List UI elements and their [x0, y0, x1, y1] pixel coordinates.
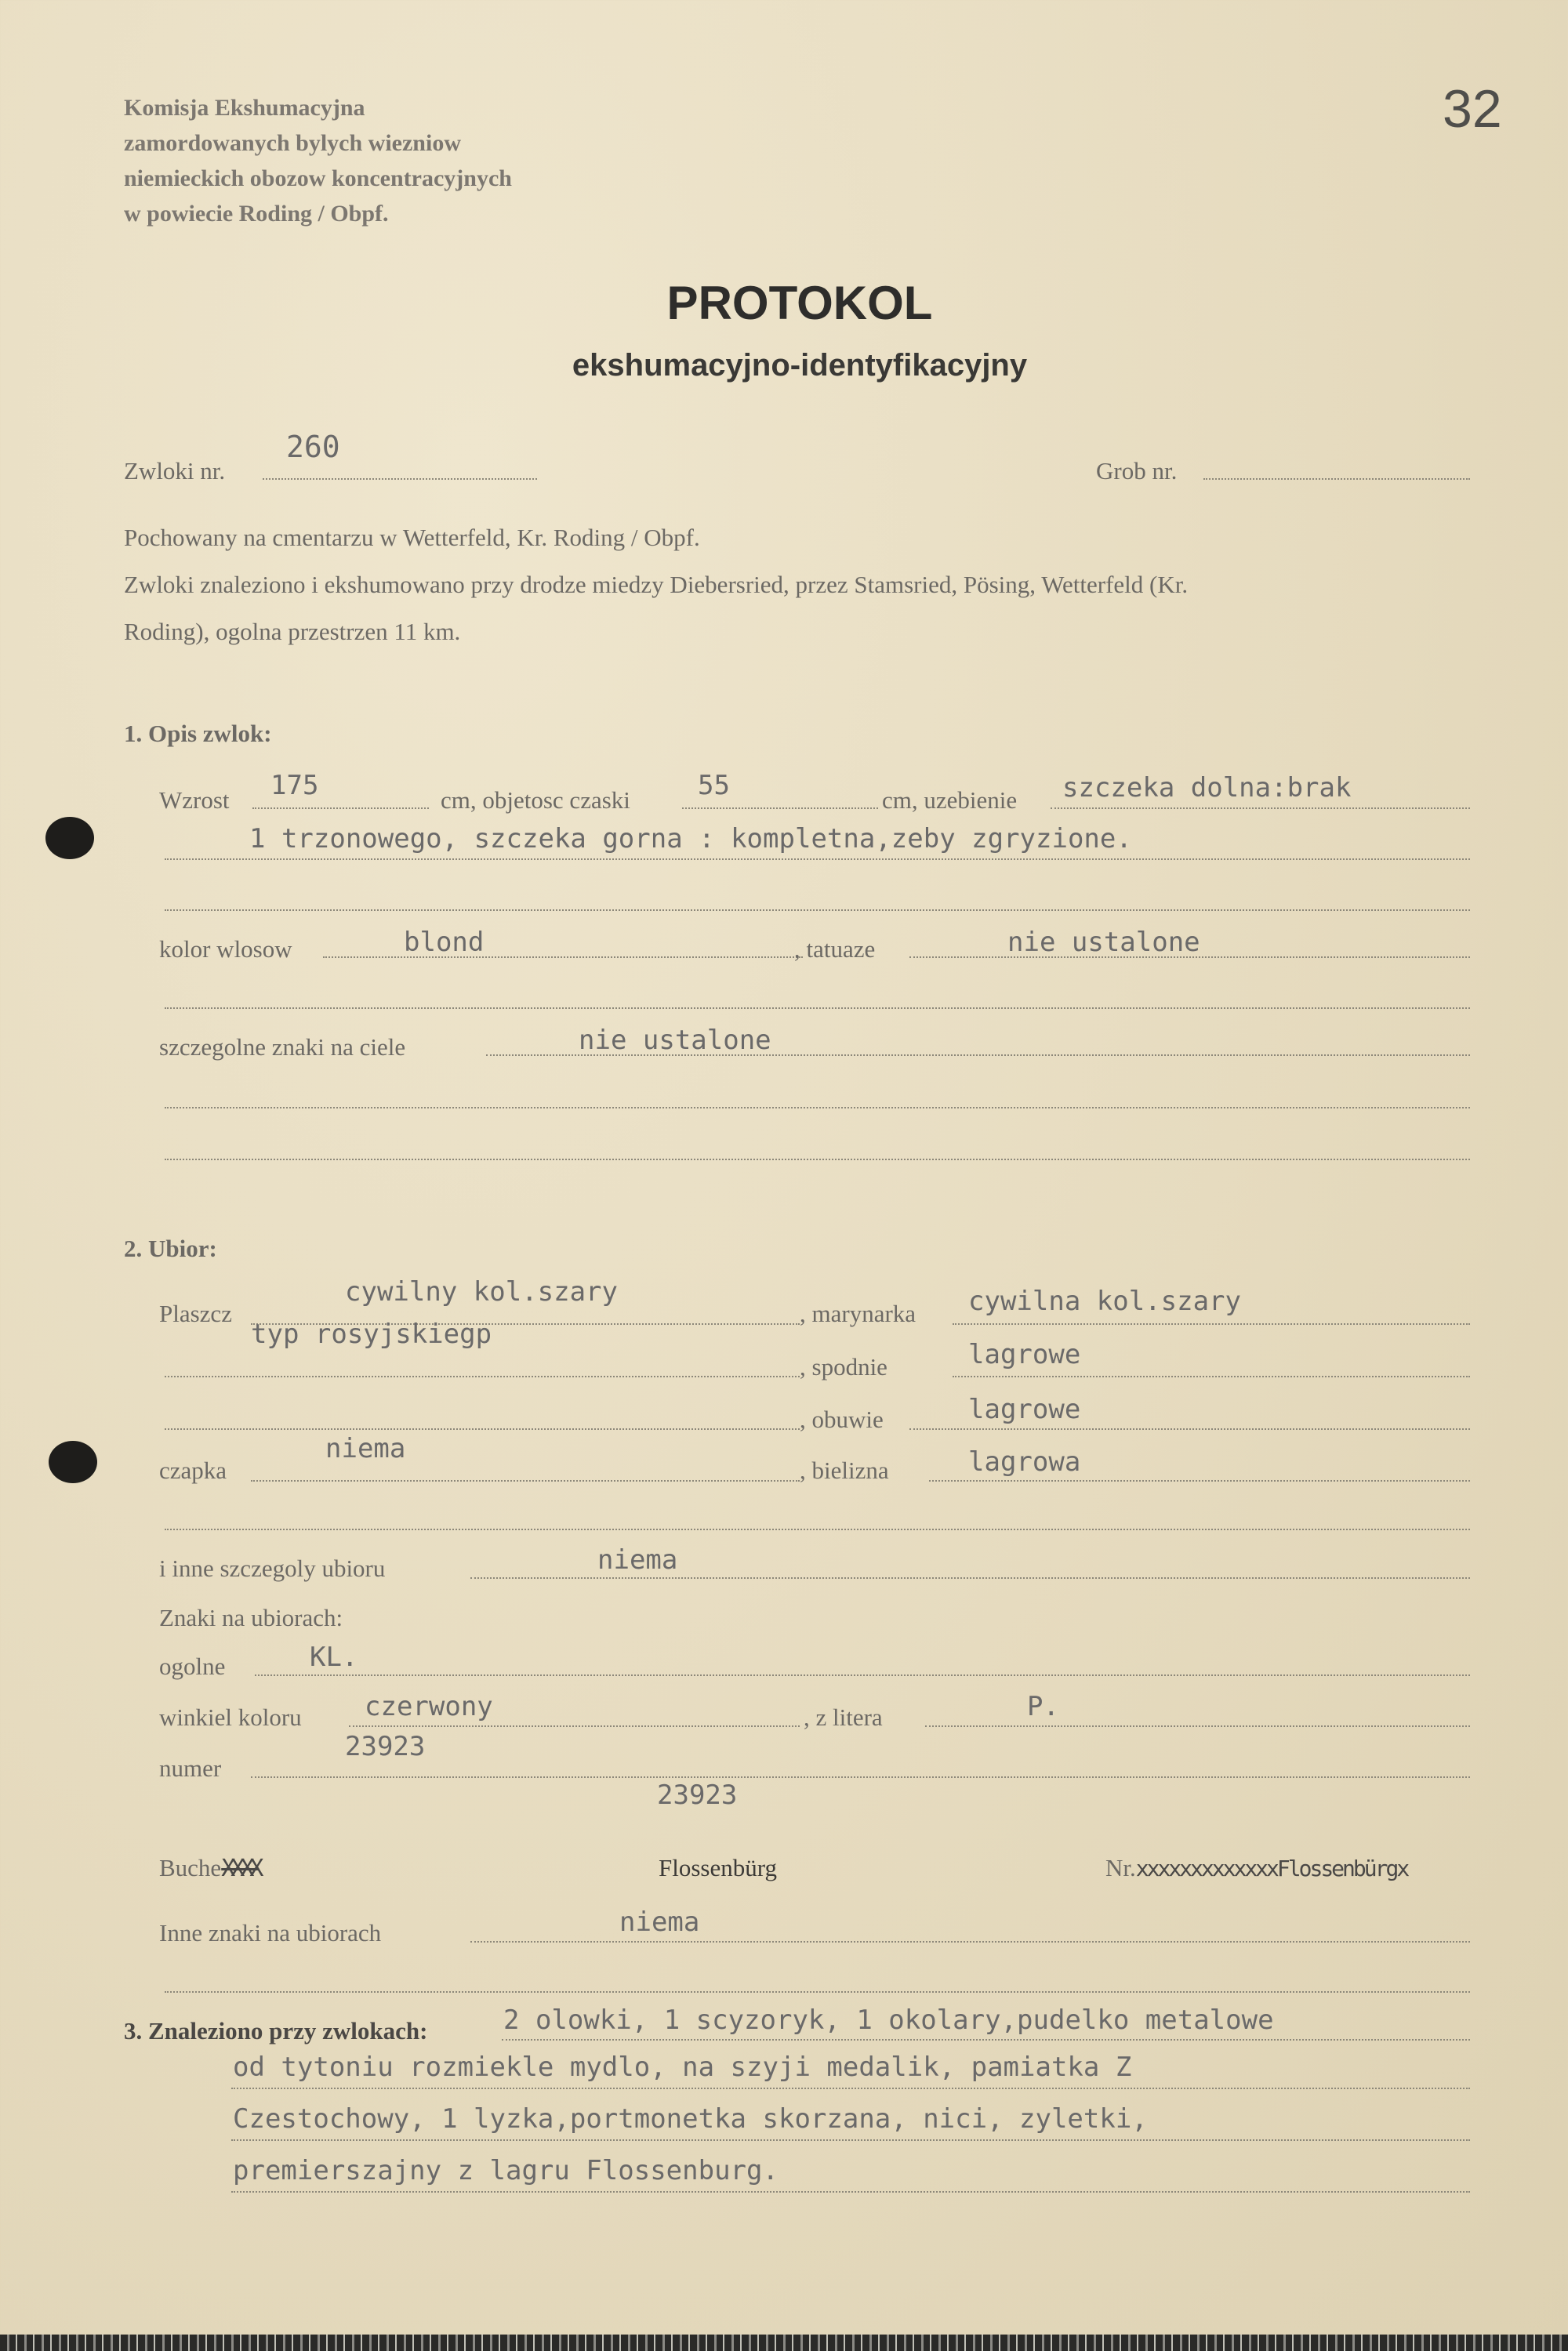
body-marks-value: nie ustalone — [579, 1025, 771, 1056]
grave-line — [1203, 478, 1470, 480]
letter-line — [925, 1725, 1470, 1727]
found-items-line-3 — [231, 2139, 1470, 2141]
blank-line-4 — [165, 1159, 1470, 1160]
shoes-line — [909, 1428, 1470, 1430]
shoes-label: , obuwie — [800, 1406, 884, 1433]
found-items-line-4 — [231, 2191, 1470, 2193]
general-marks-line — [255, 1674, 1470, 1676]
coat-line-2 — [165, 1376, 800, 1377]
section-2-heading: 2. Ubior: — [124, 1235, 217, 1262]
trousers-line — [953, 1376, 1470, 1377]
found-items-value-4: premierszajny z lagru Flossenburg. — [233, 2155, 779, 2186]
found-text-line-1: Zwloki znaleziono i ekshumowano przy drodze miedzy Diebersried, przez Stamsried, Pösing, Wetterfeld (Kr. — [124, 571, 1189, 598]
general-marks-label: ogolne — [159, 1653, 226, 1680]
found-items-value-2: od tytoniu rozmiekle mydlo, na szyji medalik, pamiatka Z — [233, 2052, 1132, 2083]
body-marks-label: szczegolne znaki na ciele — [159, 1033, 406, 1061]
shoes-value: lagrowe — [968, 1394, 1081, 1425]
coat-label: Plaszcz — [159, 1300, 232, 1327]
jacket-label: , marynarka — [800, 1300, 916, 1327]
tattoo-value: nie ustalone — [1007, 927, 1200, 958]
height-line — [252, 807, 429, 809]
other-marks-value: niema — [619, 1907, 700, 1938]
flossenburg-label: Flossenbürg — [659, 1854, 778, 1881]
blank-line-1 — [165, 909, 1470, 911]
binder-hole-bottom — [49, 1441, 97, 1483]
commission-line-4: w powiecie Roding / Obpf. — [124, 201, 389, 227]
triangle-color-value: czerwony — [365, 1691, 493, 1722]
commission-line-1: Komisja Ekshumacyjna — [124, 95, 365, 121]
found-items-line-2 — [231, 2088, 1470, 2089]
teeth-label: cm, uzebienie — [882, 786, 1018, 814]
triangle-color-label: winkiel koloru — [159, 1703, 302, 1731]
hair-color-value: blond — [404, 927, 485, 958]
found-items-line-1 — [502, 2039, 1470, 2041]
document-subtitle: ekshumacyjno-identyfikacyjny — [572, 348, 1028, 383]
jacket-line — [953, 1323, 1470, 1325]
number-value: 23923 — [345, 1731, 426, 1762]
jacket-value: cywilna kol.szary — [968, 1286, 1241, 1317]
underwear-line — [929, 1480, 1470, 1482]
blank-line-2 — [165, 1007, 1470, 1009]
coat-value-2: typ rosyjskiegp — [251, 1319, 492, 1350]
other-clothing-label: i inne szczegoly ubioru — [159, 1555, 386, 1582]
commission-line-3: niemieckich obozow koncentracyjnych — [124, 165, 512, 191]
underwear-value: lagrowa — [968, 1446, 1081, 1478]
triangle-color-line — [349, 1725, 800, 1727]
page-number: 32 — [1443, 79, 1502, 139]
teeth-value-1: szczeka dolna:brak — [1062, 772, 1352, 804]
skull-label: cm, objetosc czaski — [441, 786, 630, 814]
cap-label: czapka — [159, 1457, 227, 1484]
number-label: numer — [159, 1754, 222, 1782]
found-items-value-3: Czestochowy, 1 lyzka,portmonetka skorzana, nici, zyletki, — [233, 2103, 1148, 2135]
underwear-label: , bielizna — [800, 1457, 889, 1484]
general-marks-value: KL. — [310, 1642, 358, 1673]
coat-line-3 — [165, 1428, 800, 1430]
skull-line — [682, 807, 878, 809]
blank-line-3 — [165, 1107, 1470, 1108]
camp-number-label — [1105, 1854, 1407, 1882]
letter-value: P. — [1027, 1691, 1059, 1722]
number-line — [251, 1776, 1470, 1778]
trousers-label: , spodnie — [800, 1353, 887, 1380]
teeth-line-1 — [1051, 807, 1470, 809]
cap-line — [251, 1480, 800, 1482]
found-text-line-2: Roding), ogolna przestrzen 11 km. — [124, 618, 461, 645]
number-value-2: 23923 — [657, 1780, 738, 1811]
trousers-value: lagrowe — [968, 1339, 1081, 1370]
teeth-value-2: 1 trzonowego, szczeka gorna : kompletna,zeby zgryzione. — [249, 823, 1132, 854]
blank-line-5 — [165, 1529, 1470, 1530]
height-label: Wzrost — [159, 786, 230, 814]
grave-label: Grob nr. — [1096, 457, 1178, 484]
other-marks-line — [470, 1941, 1470, 1943]
document-title: PROTOKOL — [666, 277, 933, 329]
buchenwald-text: Buche — [159, 1854, 222, 1881]
letter-label: , z litera — [804, 1703, 883, 1731]
found-items-value-1: 2 olowki, 1 scyzoryk, 1 okolary,pudelko metalowe — [503, 2005, 1274, 2036]
coat-value-1: cywilny kol.szary — [345, 1276, 618, 1308]
buchenwald-struck: XXXX — [221, 1855, 260, 1882]
nr-text: Nr. — [1105, 1854, 1136, 1881]
scan-edge-strip — [0, 2335, 1568, 2351]
hair-color-line — [323, 956, 803, 958]
burial-place-text: Pochowany na cmentarzu w Wetterfeld, Kr. Roding / Obpf. — [124, 524, 700, 551]
remains-line — [263, 478, 537, 480]
teeth-line-2 — [165, 858, 1470, 860]
section-1-heading: 1. Opis zwlok: — [124, 720, 272, 747]
other-clothing-line — [470, 1577, 1470, 1579]
buchenwald-label — [159, 1854, 259, 1882]
hair-color-label: kolor wlosow — [159, 935, 292, 963]
cap-value: niema — [325, 1433, 406, 1464]
blank-line-6 — [165, 1991, 1470, 1993]
binder-hole-top — [45, 817, 94, 859]
height-value: 175 — [270, 770, 319, 801]
other-marks-label: Inne znaki na ubiorach — [159, 1919, 382, 1946]
remains-label: Zwloki nr. — [124, 457, 226, 484]
skull-value: 55 — [698, 770, 730, 801]
remains-number: 260 — [286, 430, 340, 464]
section-3-heading: 3. Znaleziono przy zwlokach: — [124, 2017, 428, 2044]
nr-struck: xxxxxxxxxxxxxFlossenbürgx — [1135, 1856, 1408, 1881]
tattoo-label: , tatuaze — [794, 935, 876, 963]
other-clothing-value: niema — [597, 1544, 678, 1576]
commission-line-2: zamordowanych bylych wiezniow — [124, 130, 461, 156]
clothing-marks-heading: Znaki na ubiorach: — [159, 1604, 343, 1631]
